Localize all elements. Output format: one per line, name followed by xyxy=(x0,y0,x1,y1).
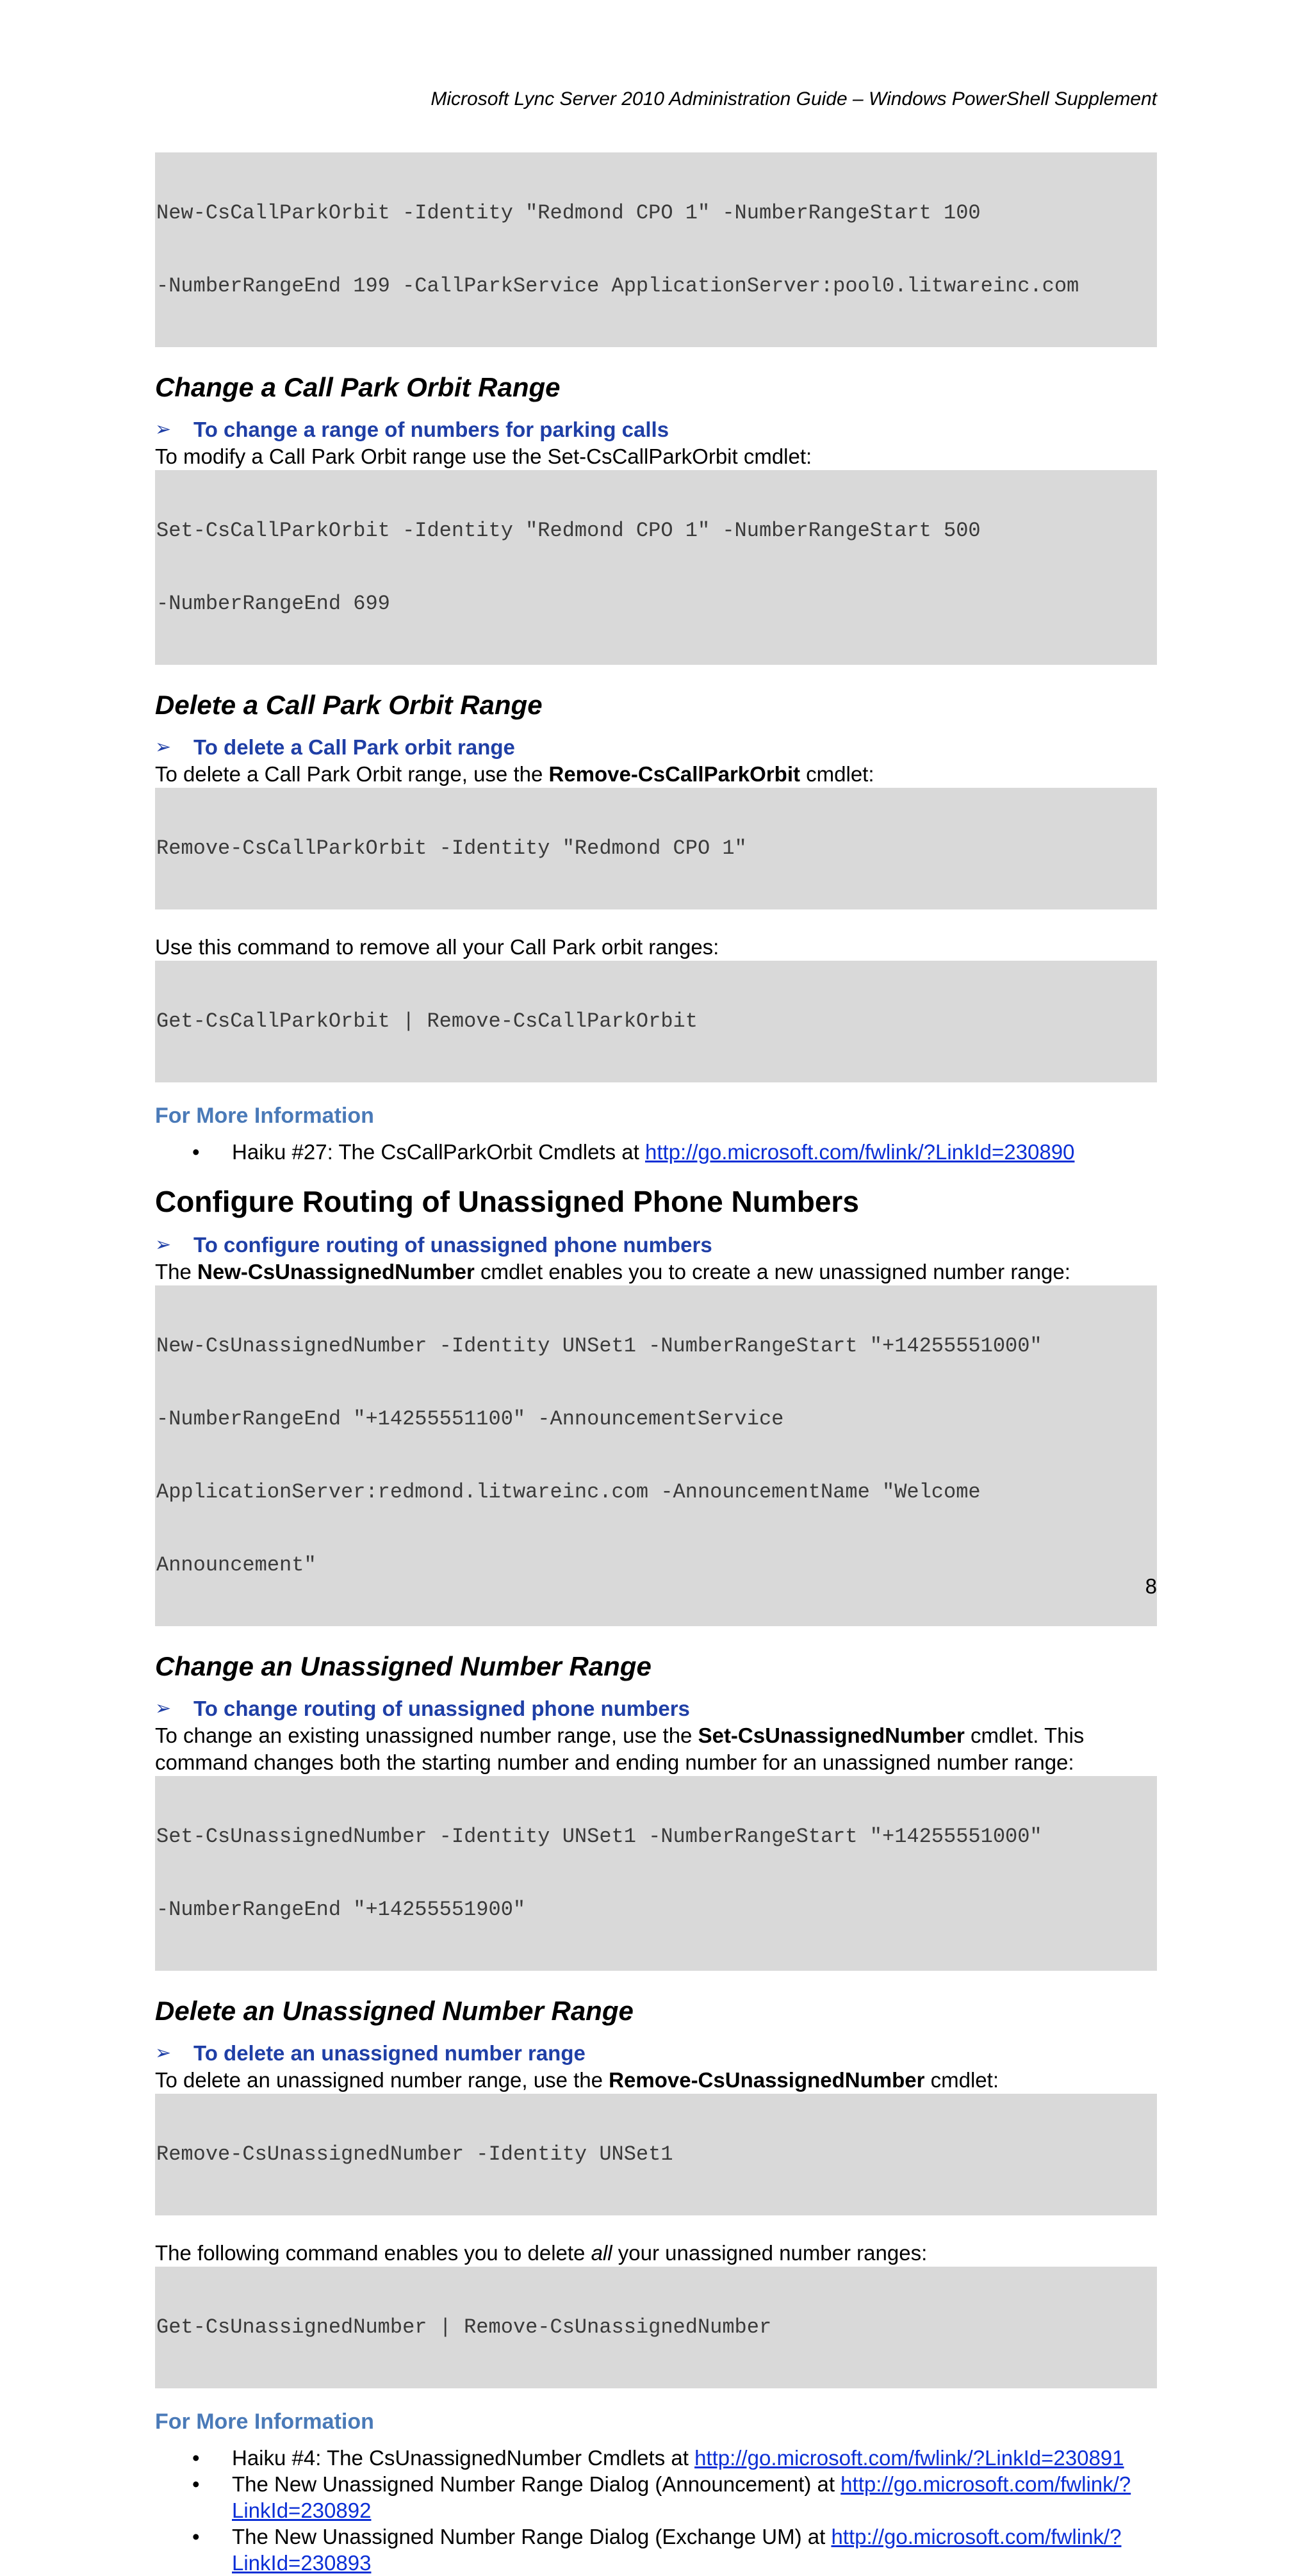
code-line: Set-CsCallParkOrbit -Identity "Redmond CPO 1" -NumberRangeStart 500 xyxy=(156,519,981,542)
list-item-text: The New Unassigned Number Range Dialog (Announcement) at xyxy=(232,2472,841,2496)
list-item xyxy=(192,2523,1157,2576)
list-item xyxy=(192,2471,1157,2523)
section-heading-change-unassigned: Change an Unassigned Number Range xyxy=(155,1651,652,1681)
more-info-heading: For More Information xyxy=(155,1104,374,1128)
procedure-title: To change a range of numbers for parking calls xyxy=(193,418,669,441)
arrow-bullet-icon: ➢ xyxy=(155,1698,172,1719)
code-block-get-remove-unassignednumber xyxy=(155,2267,1157,2388)
section-heading-change-orbit: Change a Call Park Orbit Range xyxy=(155,372,561,402)
code-block-new-callparkorbit xyxy=(155,152,1157,347)
text-run: cmdlet: xyxy=(924,2068,999,2092)
code-line: -NumberRangeEnd 199 -CallParkService ApplicationServer:pool0.litwareinc.com xyxy=(156,274,1079,298)
cmdlet-name: Remove-CsCallParkOrbit xyxy=(548,762,800,786)
body-text xyxy=(155,761,1157,788)
code-line: New-CsUnassignedNumber -Identity UNSet1 -NumberRangeStart "+14255551000" xyxy=(156,1334,1042,1358)
code-block-remove-callparkorbit xyxy=(155,788,1157,909)
reference-link[interactable]: http://go.microsoft.com/fwlink/? xyxy=(840,2472,1131,2496)
arrow-bullet-icon: ➢ xyxy=(155,1234,172,1255)
bullet-icon: • xyxy=(192,2472,200,2496)
cmdlet-name: Remove-CsUnassignedNumber xyxy=(609,2068,925,2092)
list-item xyxy=(192,1139,1157,1165)
text-run: cmdlet enables you to create a new unassigned number range: xyxy=(474,1260,1070,1284)
emphasis-text: all xyxy=(591,2241,612,2265)
text-run: The xyxy=(155,1260,198,1284)
text-run: To delete an unassigned number range, use the xyxy=(155,2068,609,2092)
body-text xyxy=(155,2067,1157,2094)
code-line: New-CsCallParkOrbit -Identity "Redmond CPO 1" -NumberRangeStart 100 xyxy=(156,201,981,225)
code-block-set-callparkorbit xyxy=(155,470,1157,665)
arrow-bullet-icon: ➢ xyxy=(155,419,172,440)
text-run: cmdlet. This xyxy=(964,1724,1085,1747)
bullet-icon: • xyxy=(192,2446,200,2470)
more-info-heading: For More Information xyxy=(155,2409,374,2434)
code-block-set-unassignednumber xyxy=(155,1776,1157,1971)
procedure-heading xyxy=(155,734,1157,761)
procedure-heading xyxy=(155,416,1157,443)
procedure-title: To delete a Call Park orbit range xyxy=(193,735,515,759)
list-item xyxy=(192,2445,1157,2471)
reference-link[interactable]: http://go.microsoft.com/fwlink/?LinkId=230891 xyxy=(694,2446,1124,2470)
reference-link[interactable]: http://go.microsoft.com/fwlink/?LinkId=230890 xyxy=(644,1140,1075,1164)
code-line: Remove-CsUnassignedNumber -Identity UNSet1 xyxy=(156,2142,673,2166)
list-item-text: The New Unassigned Number Range Dialog (Exchange UM) at xyxy=(232,2525,832,2548)
code-block-new-unassignednumber xyxy=(155,1285,1157,1626)
code-block-remove-unassignednumber xyxy=(155,2094,1157,2215)
body-text xyxy=(155,1259,1157,1285)
cmdlet-name: Set-CsUnassignedNumber xyxy=(698,1724,965,1747)
reference-link-continued[interactable]: LinkId=230892 xyxy=(232,2499,372,2522)
reference-link[interactable]: http://go.microsoft.com/fwlink/? xyxy=(831,2525,1122,2548)
code-block-get-remove-callparkorbit xyxy=(155,961,1157,1082)
text-run: To change an existing unassigned number range, use the xyxy=(155,1724,698,1747)
body-text xyxy=(155,2240,1157,2267)
body-text: To modify a Call Park Orbit range use the Set-CsCallParkOrbit cmdlet: xyxy=(155,444,812,468)
procedure-title: To configure routing of unassigned phone numbers xyxy=(193,1233,712,1257)
page-number: 8 xyxy=(1145,1574,1157,1598)
section-heading-delete-unassigned: Delete an Unassigned Number Range xyxy=(155,1996,634,2026)
page-content xyxy=(155,152,1157,2576)
arrow-bullet-icon: ➢ xyxy=(155,2042,172,2064)
body-text: command changes both the starting number and ending number for an unassigned number range: xyxy=(155,1750,1074,1774)
code-line: Get-CsUnassignedNumber | Remove-CsUnassignedNumber xyxy=(156,2315,772,2339)
bullet-icon: • xyxy=(192,2525,200,2548)
code-line: Set-CsUnassignedNumber -Identity UNSet1 -NumberRangeStart "+14255551000" xyxy=(156,1825,1042,1848)
section-heading-delete-orbit: Delete a Call Park Orbit Range xyxy=(155,690,543,720)
procedure-heading xyxy=(155,1695,1157,1722)
more-info-list xyxy=(155,2445,1157,2576)
section-heading-configure-unassigned: Configure Routing of Unassigned Phone Numbers xyxy=(155,1185,859,1218)
bullet-icon: • xyxy=(192,1140,200,1164)
code-line: -NumberRangeEnd "+14255551900" xyxy=(156,1898,526,1921)
code-line: -NumberRangeEnd "+14255551100" -AnnouncementService xyxy=(156,1407,784,1431)
body-text xyxy=(155,1722,1157,1749)
procedure-title: To change routing of unassigned phone numbers xyxy=(193,1697,690,1720)
procedure-heading xyxy=(155,1232,1157,1259)
code-line: -NumberRangeEnd 699 xyxy=(156,592,390,615)
arrow-bullet-icon: ➢ xyxy=(155,737,172,758)
body-text: Use this command to remove all your Call Park orbit ranges: xyxy=(155,935,719,959)
list-item-text: Haiku #4: The CsUnassignedNumber Cmdlets at xyxy=(232,2446,695,2470)
code-line: Announcement" xyxy=(156,1553,316,1577)
cmdlet-name: New-CsUnassignedNumber xyxy=(197,1260,475,1284)
running-header: Microsoft Lync Server 2010 Administration Guide – Windows PowerShell Supplement xyxy=(430,88,1157,110)
reference-link-continued[interactable]: LinkId=230893 xyxy=(232,2551,372,2575)
list-item-text: Haiku #27: The CsCallParkOrbit Cmdlets at xyxy=(232,1140,645,1164)
text-run: your unassigned number ranges: xyxy=(612,2241,928,2265)
text-run: cmdlet: xyxy=(800,762,874,786)
procedure-heading xyxy=(155,2040,1157,2067)
code-line: Remove-CsCallParkOrbit -Identity "Redmond CPO 1" xyxy=(156,836,747,860)
code-line: ApplicationServer:redmond.litwareinc.com -AnnouncementName "Welcome xyxy=(156,1480,981,1504)
text-run: To delete a Call Park Orbit range, use the xyxy=(155,762,549,786)
text-run: The following command enables you to delete xyxy=(155,2241,591,2265)
code-line: Get-CsCallParkOrbit | Remove-CsCallParkOrbit xyxy=(156,1009,698,1033)
more-info-list xyxy=(155,1139,1157,1165)
procedure-title: To delete an unassigned number range xyxy=(193,2041,586,2065)
